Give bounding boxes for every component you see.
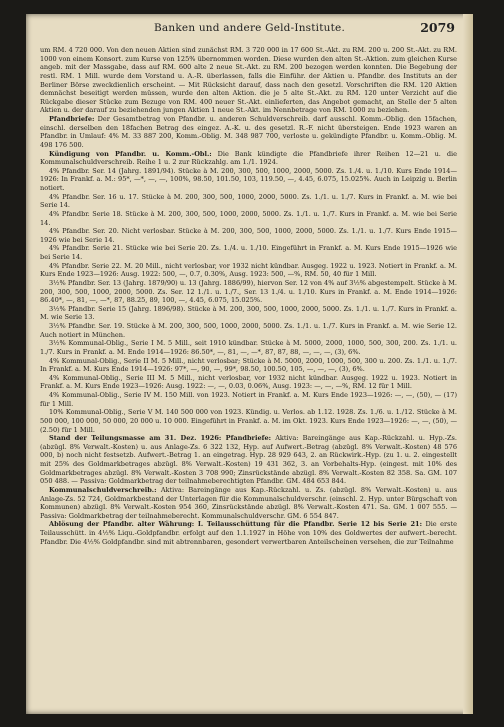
paragraph: 4% Kommunal-Oblig., Serie III M. 5 Mill., nicht verlosbar, vor 1932 nicht kündbar. Ausgeg. 1922 u. 1923. Notiert in Frankf. a. M. Kurs Ende 1923—1926: Ausg. 1922: —, —, 0.03, 0.06%, Ausg. 1923: —, —, —%, RM. 12 für 1 Mill. [40,373,457,391]
paragraph: 4% Pfandbr. Ser. 16 u. 17. Stücke à M. 200, 300, 500, 1000, 2000, 5000. Zs. 1./1. u. 1./7. Kurs in Frankf. a. M. wie bei Serie 14. [40,192,457,210]
paragraph: 4% Kommunal-Oblig., Serie II M. 5 Mill., nicht verlosbar; Stücke à M. 5000, 2000, 1000, 500, 300 u. 200. Zs. 1./1. u. 1./7. In Frankf. a. M. Kurs Ende 1914—1926: 97*, —, 90, —, 99*, 98.50, 100.50, 105, —, —, —, (3), 6%. [40,356,457,374]
paragraph: 4% Pfandbr. Serie 22. M. 20 Mill., nicht verlosbar, vor 1932 nicht kündbar. Ausgeg. 1922 u. 1923. Notiert in Frankf. a. M. Kurs Ende 1923—1926: Ausg. 1922: 500, —, 0.7, 0.30%, Ausg. 1923: 500, —%, RM. 50, 40 für 1 Mill. [40,261,457,279]
paragraph: um RM. 4 720 000. Von den neuen Aktien sind zunächst RM. 3 720 000 in 17 600 St.-Akt. zu RM. 200 u. 200 St.-Akt. zu RM. 1000 von einem Konsort. zum Kurse von 125% übernommen worden. Diese wurden den alten St.-Aktion. zum gleichen Kurse angeb. mit der Massgabe, dass auf RM. 600 alte 2 neue St.-Akt. zu RM. 200 bezogen werden konnten. Die Begebung der restl. RM. 1 Mill. wurde dem Vorstand u. A.-R. überlassen, falls die Einführ. der Aktien u. Pfandbr. des Instituts an der Berliner Börse zweckdienlich erscheint. — Mit Rücksicht darauf, dass nach den gesetzl. Vorschriften die RM. 120 Aktien demnächst beseitigt werden müssen, wurde den alten Aktion. die je 5 alte St.-Akt. zu RM. 120 unter Verzicht auf die Rückgabe dieser Stücke zum Bezuge von RM. 400 neuer St.-Akt. einlieferten, das Angebot gemacht, an Stelle der 5 alten Aktien u. der darauf zu beziehenden jungen Aktien 1 neue St.-Akt. im Nennbetrage von RM. 1000 zu beziehen. [40,46,457,115]
paragraph: Kündigung von Pfandbr. u. Komm.-Obl.: Die Bank kündigte die Pfandbriefe ihrer Reihen 12—21 u. die Kommunalschuldverschreib. Reihe 1 u. 2 zur Rückzahlg. am 1./1. 1924. [40,149,457,167]
paragraph: 4% Kommunal-Oblig., Serie IV M. 150 Mill. von 1923. Notiert in Frankf. a. M. Kurs Ende 1923—1926: —, —, (50), — (17) für 1 Mill. [40,391,457,408]
page-edge-shadow [463,14,473,714]
paragraph: 4% Pfandbr. Ser. 20. Nicht verlosbar. Stücke à M. 200, 300, 500, 1000, 2000, 5000. Zs. 1./1. u. 1./7. Kurs Ende 1915—1926 wie bei Serie 14. [40,227,457,244]
paragraph: 3½% Pfandbr. Ser. 13 (Jahrg. 1879/90) u. 13 (Jahrg. 1886/99), hiervon Ser. 12 von 4% auf 3½% abgestempelt. Stücke à M. 200, 300, 500, 1000, 2000, 5000. Zs. Ser. 12 1./1. u. 1./7., Ser. 13 1./4. u. 1./10. Kurs in Frankf. a. M. Ende 1914—1926: 86.40*, —, 81, —, —*, 87, 88.25, 89, 100, —, 4.45, 6.075, 15.025%. [40,278,457,305]
paragraph: 3½% Pfandbr. Ser. 19. Stücke à M. 200, 300, 500, 1000, 2000, 5000. Zs. 1./1. u. 1./7. Kurs in Frankf. a. M. wie Serie 12. Auch notiert in München. [40,322,457,339]
paragraph: Pfandbriefe: Der Gesamtbetrag von Pfandbr. u. anderen Schuldverschreib. darf ausschl. Komm.-Oblig. den 15fachen, einschl. derselben den 18fachen Betrag des eingez. A.-K. u. des gesetzl. R.-F. nicht übersteigen. Ende 1923 waren an Pfandbr. in Umlauf: 4% M. 33 887 200, Komm.-Oblig. M. 348 987 700, verloste u. gekündigte Pfandbr. u. Komm.-Oblig. M. 498 176 500. [40,115,457,149]
paragraph: Stand der Teilungsmasse am 31. Dez. 1926: Pfandbriefe: Aktiva: Bareingänge aus Kap.-Rückzahl. u. Hyp.-Zs. (abzügl. 8% Verwalt.-Kosten) u. aus Anlage-Zs. 6 322 132, Hyp. auf Aufwert.-Betrag (abzügl. 8% Verwalt.-Kosten) 48 576 000, b) noch nicht festsetzb. Aufwert.-Betrag 1. an eingetrag. Hyp. 28 929 643, 2. an Rückwirk.-Hyp. (zu 1. u. 2. eingestellt mit 25% des Goldmarkbetrages abzügl. 8% Verwalt.-Kosten) 19 431 362, 3. an Vorbehalts-Hyp. (eingest. mit 10% des Goldmarkbetrages abzügl. 8% Verwalt.-Kosten 3 708 990; Zinsrückstände abzügl. 8% Verwalt.-Kosten 82 358. Sa. GM. 107 050 488. — Passiva: Goldmarkbetrag der teilnahmeberechtigten Pfandbr. GM. 484 653 844. [40,434,457,486]
book-page [26,14,473,714]
paragraph: 3½% Kommunal-Oblig., Serie I M. 5 Mill., seit 1910 kündbar. Stücke à M. 5000, 2000, 1000, 500, 300, 200. Zs. 1./1. u. 1./7. Kurs in Frankf. a. M. Ende 1914—1926: 86.50*, —, 81, —, —*, 87, 87, 88, —, —, —, (3), 6%. [40,339,457,356]
page-number: 2079 [420,20,455,35]
paragraph: Ablösung der Pfandbr. alter Währung: I. Teilausschüttung für die Pfandbr. Serie 12 bis Serie 21: Die erste Teilausschütt. in 4½% Liqu.-Goldpfandbr. erfolgt auf den 1.1.1927 in Höhe von 10% des Goldwertes der aufwert.-berecht. Pfandbr. Die 4½% Goldpfandbr. sind mit abtrennbaren, gesondert verwertbaren Anteilscheinen versehen, die zur Teilnahme [40,520,457,546]
paragraph: 4% Pfandbr. Serie 21. Stücke wie bei Serie 20. Zs. 1./4. u. 1./10. Eingeführt in Frankf. a. M. Kurs Ende 1915—1926 wie bei Serie 14. [40,244,457,261]
paragraph: Kommunalschuldverschreib.: Aktiva: Bareingänge aus Kap.-Rückzahl. u. Zs. (abzügl. 8% Verwalt.-Kosten) u. aus Anlage-Zs. 52 724, Goldmarkbestand der Unterlagen für die Kommunalschuldverschr. (einschl. 2. Hyp. unter Bürgschaft von Kommunen) abzügl. 8% Verwalt.-Kosten 954 360, Zinsrückstände abzügl. 8% Verwalt.-Kosten 471. Sa. GM. 1 007 555. — Passiva: Goldmarkbetrag der teilnahmeberecht. Kommunalschuldverschr. GM. 6 554 847. [40,485,457,520]
page-header [44,20,455,36]
running-title: Banken und andere Geld-Institute. [154,22,345,34]
paragraph: 10% Kommunal-Oblig., Serie V M. 140 500 000 von 1923. Kündig. u. Verlos. ab 1.12. 1928. Zs. 1./6. u. 1./12. Stücke à M. 500 000, 100 000, 50 000, 20 000 u. 10 000. Eingeführt in Frankf. a. M. im Okt. 1923. Kurs Ende 1923—1926: —, —, (50), — (2.50) für 1 Mill. [40,408,457,434]
paragraph: 3½% Pfandbr. Serie 15 (Jahrg. 1896/98). Stücke à M. 200, 300, 500, 1000, 2000, 5000. Zs. 1./1. u. 1./7. Kurs in Frankf. a. M. wie Serie 13. [40,304,457,322]
paragraph: 4% Pfandbr. Ser. 14 (Jahrg. 1891/94). Stücke à M. 200, 300, 500, 1000, 2000, 5000. Zs. 1./4. u. 1./10. Kurs Ende 1914—1926: In Frankf. a. M.: 95*, —*, —, —, 100%, 98.50, 101.50, 103, 119.50, —, 4.45, 6.075, 15.025%. Auch in Leipzig u. Berlin notiert. [40,166,457,192]
text-body [40,46,457,708]
paragraph: 4% Pfandbr. Serie 18. Stücke à M. 200, 300, 500, 1000, 2000, 5000. Zs. 1./1. u. 1./7. Kurs in Frankf. a. M. wie bei Serie 14. [40,209,457,227]
